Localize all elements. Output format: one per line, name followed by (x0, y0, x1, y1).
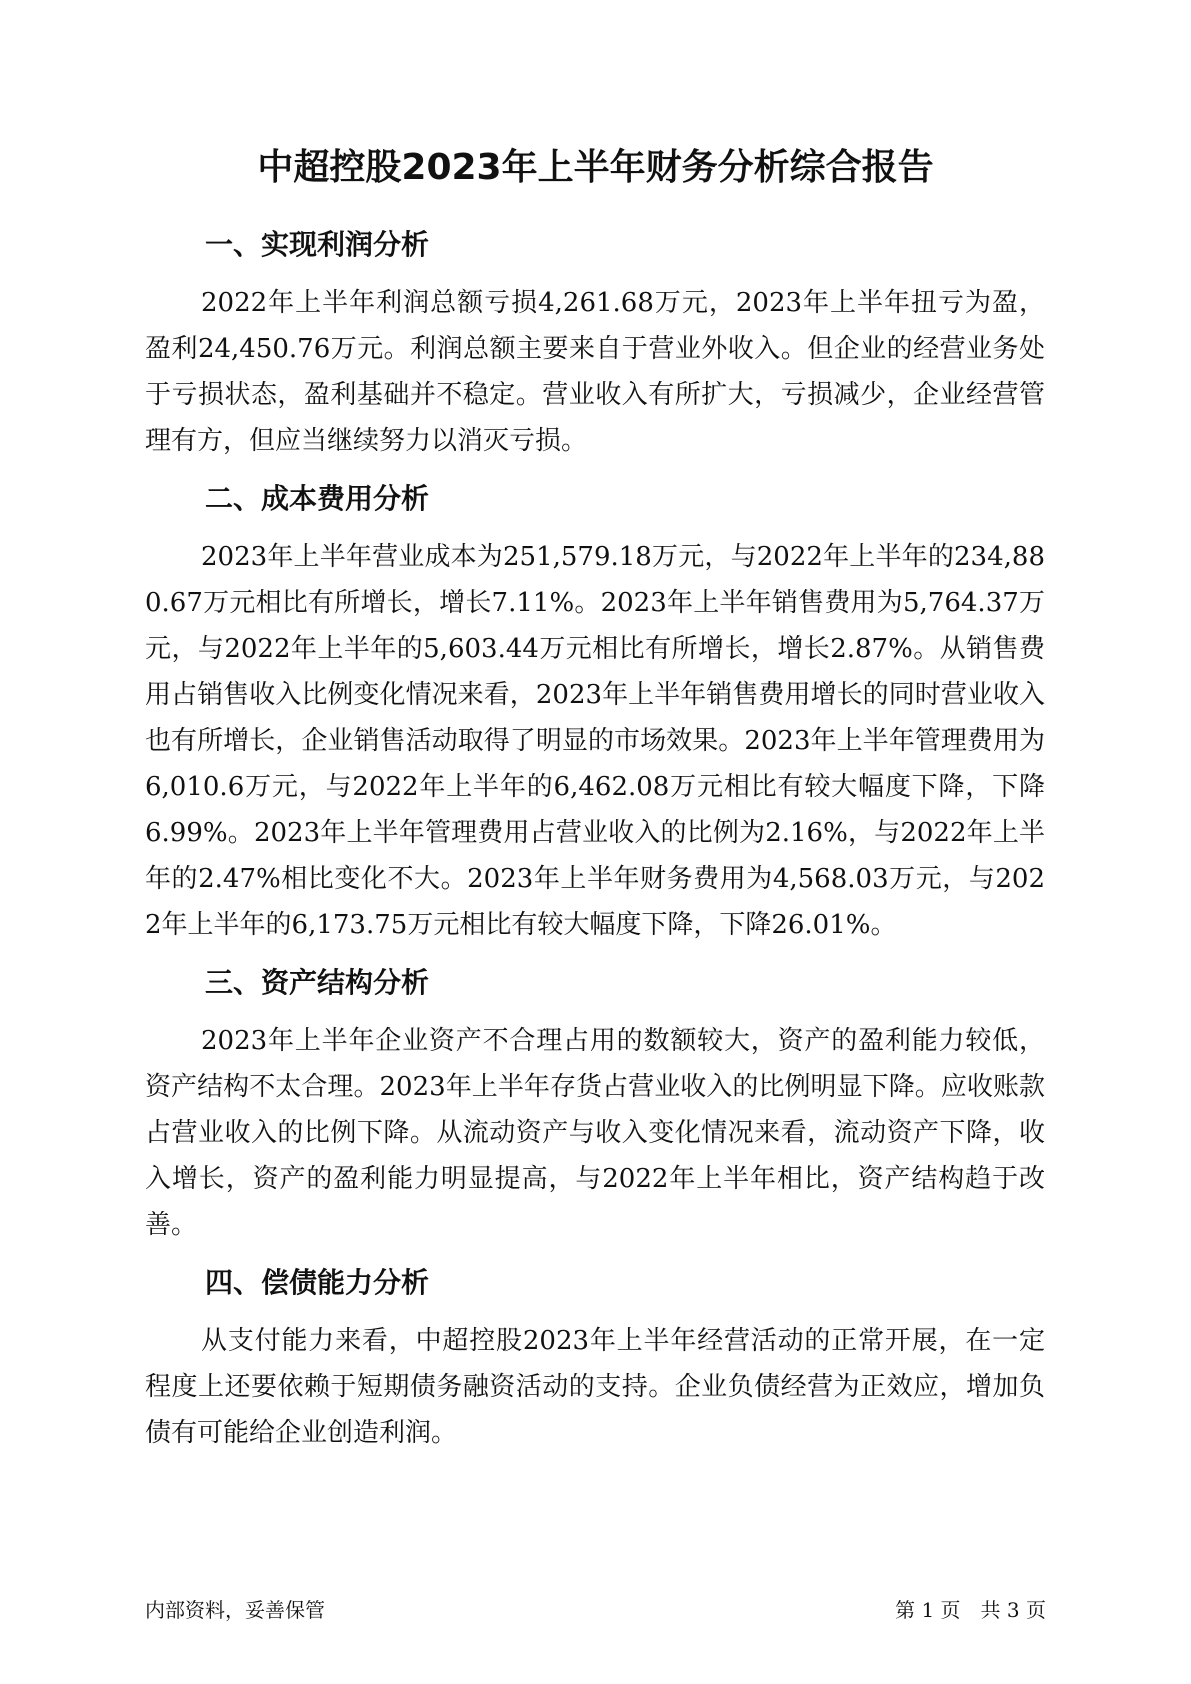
section-text-profit: 2022年上半年利润总额亏损4,261.68万元，2023年上半年扭亏为盈，盈利24,450.76万元。利润总额主要来自于营业外收入。但企业的经营业务处于亏损状态，盈利基础并不稳定。营业收入有所扩大，亏损减少，企业经营管理有方，但应当继续努力以消灭亏损。 (145, 288, 1045, 456)
section-text-assets: 2023年上半年企业资产不合理占用的数额较大，资产的盈利能力较低，资产结构不太合理。2023年上半年存货占营业收入的比例明显下降。应收账款占营业收入的比例下降。从流动资产与收入变化情况来看，流动资产下降，收入增长，资产的盈利能力明显提高，与2022年上半年相比，资产结构趋于改善。 (145, 1026, 1045, 1240)
document-title: 中超控股2023年上半年财务分析综合报告 (257, 147, 934, 188)
footer-confidential-note: 内部资料，妥善保管 (145, 1598, 325, 1622)
section-heading-solvency: 四、偿债能力分析 (205, 1266, 430, 1299)
section-text-cost: 2023年上半年营业成本为251,579.18万元，与2022年上半年的234,880.67万元相比有所增长，增长7.11%。2023年上半年销售费用为5,764.37万元，与2022年上半年的5,603.44万元相比有所增长，增长2.87%。从销售费用占销售收入比例变化情况来看，2023年上半年销售费用增长的同时营业收入也有所增长，企业销售活动取得了明显的市场效果。2023年上半年管理费用为6,010.6万元，与2022年上半年的6,462.08万元相比有较大幅度下降，下降6.99%。2023年上半年管理费用占营业收入的比例为2.16%，与2022年上半年的2.47%相比变化不大。2023年上半年财务费用为4,568.03万元，与2022年上半年的6,173.75万元相比有较大幅度下降，下降26.01%。 (145, 542, 1045, 940)
section-text-solvency: 从支付能力来看，中超控股2023年上半年经营活动的正常开展，在一定程度上还要依赖于短期债务融资活动的支持。企业负债经营为正效应，增加负债有可能给企业创造利润。 (145, 1326, 1045, 1448)
section-heading-assets: 三、资产结构分析 (205, 966, 430, 999)
section-heading-cost: 二、成本费用分析 (205, 482, 430, 515)
section-heading-profit: 一、实现利润分析 (205, 228, 430, 261)
document-body (145, 222, 1045, 1468)
footer-page-number: 第 1 页 共 3 页 (895, 1598, 1046, 1622)
